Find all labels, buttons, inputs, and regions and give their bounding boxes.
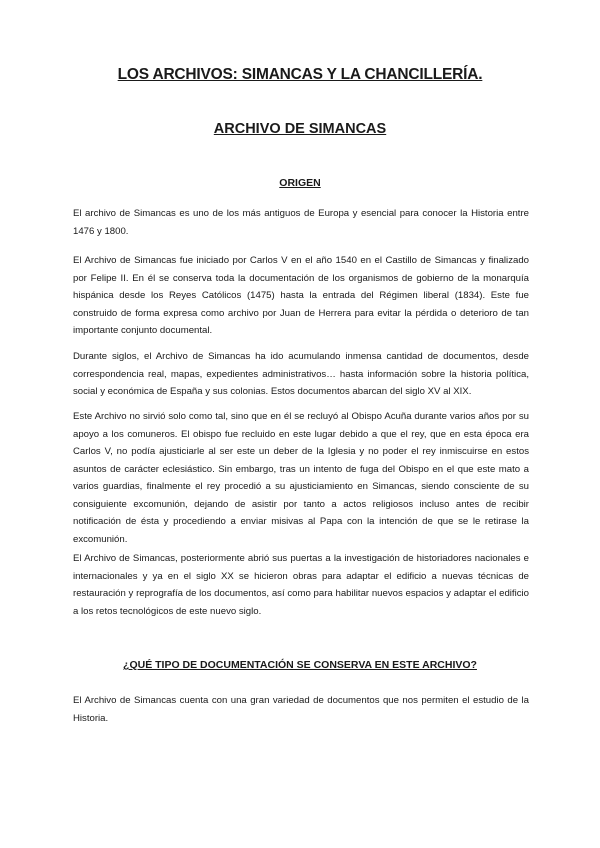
section-title: ARCHIVO DE SIMANCAS	[213, 121, 387, 137]
paragraph-bishop-acuna: Este Archivo no sirvió solo como tal, sino que en él se recluyó al Obispo Acuña durante varios años por su apoyo a los comuneros. El obispo fue recluido en este lugar debido a que el rey, que en esta época era Carlos V, no podía ajusticiarle al ser este un deber de la Iglesia y no poder el rey inmiscuirse en estos asuntos de carácter eclesiástico. Sin embargo, tras un intento de fuga del Obispo en el que este mato a varios guardias, finalmente el rey procedió a su ajusticiamiento en Simancas, siendo consciente de su consiguiente excomunión, dejando de asistir por tanto a actos religiosos incluso antes de recibir notificación de ésta y procediendo a enviar misivas al Papa con la intención de que se le retirase la excomunión.	[73, 411, 529, 545]
paragraph-intro: El archivo de Simancas es uno de los más antiguos de Europa y esencial para conocer la Historia entre 1476 y 1800.	[73, 208, 529, 237]
subsection-question-heading: ¿QUÉ TIPO DE DOCUMENTACIÓN SE CONSERVA EN ESTE ARCHIVO?	[123, 659, 477, 671]
paragraph-research: El Archivo de Simancas, posteriormente abrió sus puertas a la investigación de historiadores nacionales e internacionales y ya en el siglo XX se hicieron obras para adaptar el edificio a nuevas técnicas de restauración y reprografía de los documentos, así como para habilitar nuevos espacios y adaptar el edificio a los retos tecnológicos de este nuevo siglo.	[73, 553, 529, 617]
document-title: LOS ARCHIVOS: SIMANCAS Y LA CHANCILLERÍA.	[117, 66, 483, 83]
paragraph-documentation: El Archivo de Simancas cuenta con una gran variedad de documentos que nos permiten el estudio de la Historia.	[73, 695, 529, 724]
subsection-origin-heading: ORIGEN	[279, 177, 321, 189]
paragraph-accumulation: Durante siglos, el Archivo de Simancas ha ido acumulando inmensa cantidad de documentos, desde correspondencia real, mapas, expedientes administrativos… hasta información sobre la historia política, social y económica de España y sus colonias. Estos documentos abarcan del siglo XV al XIX.	[73, 351, 529, 397]
paragraph-foundation: El Archivo de Simancas fue iniciado por Carlos V en el año 1540 en el Castillo de Simancas y finalizado por Felipe II. En él se conserva toda la documentación de los organismos de gobierno de la monarquía hispánica desde los Reyes Católicos (1475) hasta la entrada del Régimen liberal (1834). Este fue construido de forma expresa como archivo por Juan de Herrera para evitar la pérdida o deterioro de tan importante conjunto documental.	[73, 255, 529, 336]
